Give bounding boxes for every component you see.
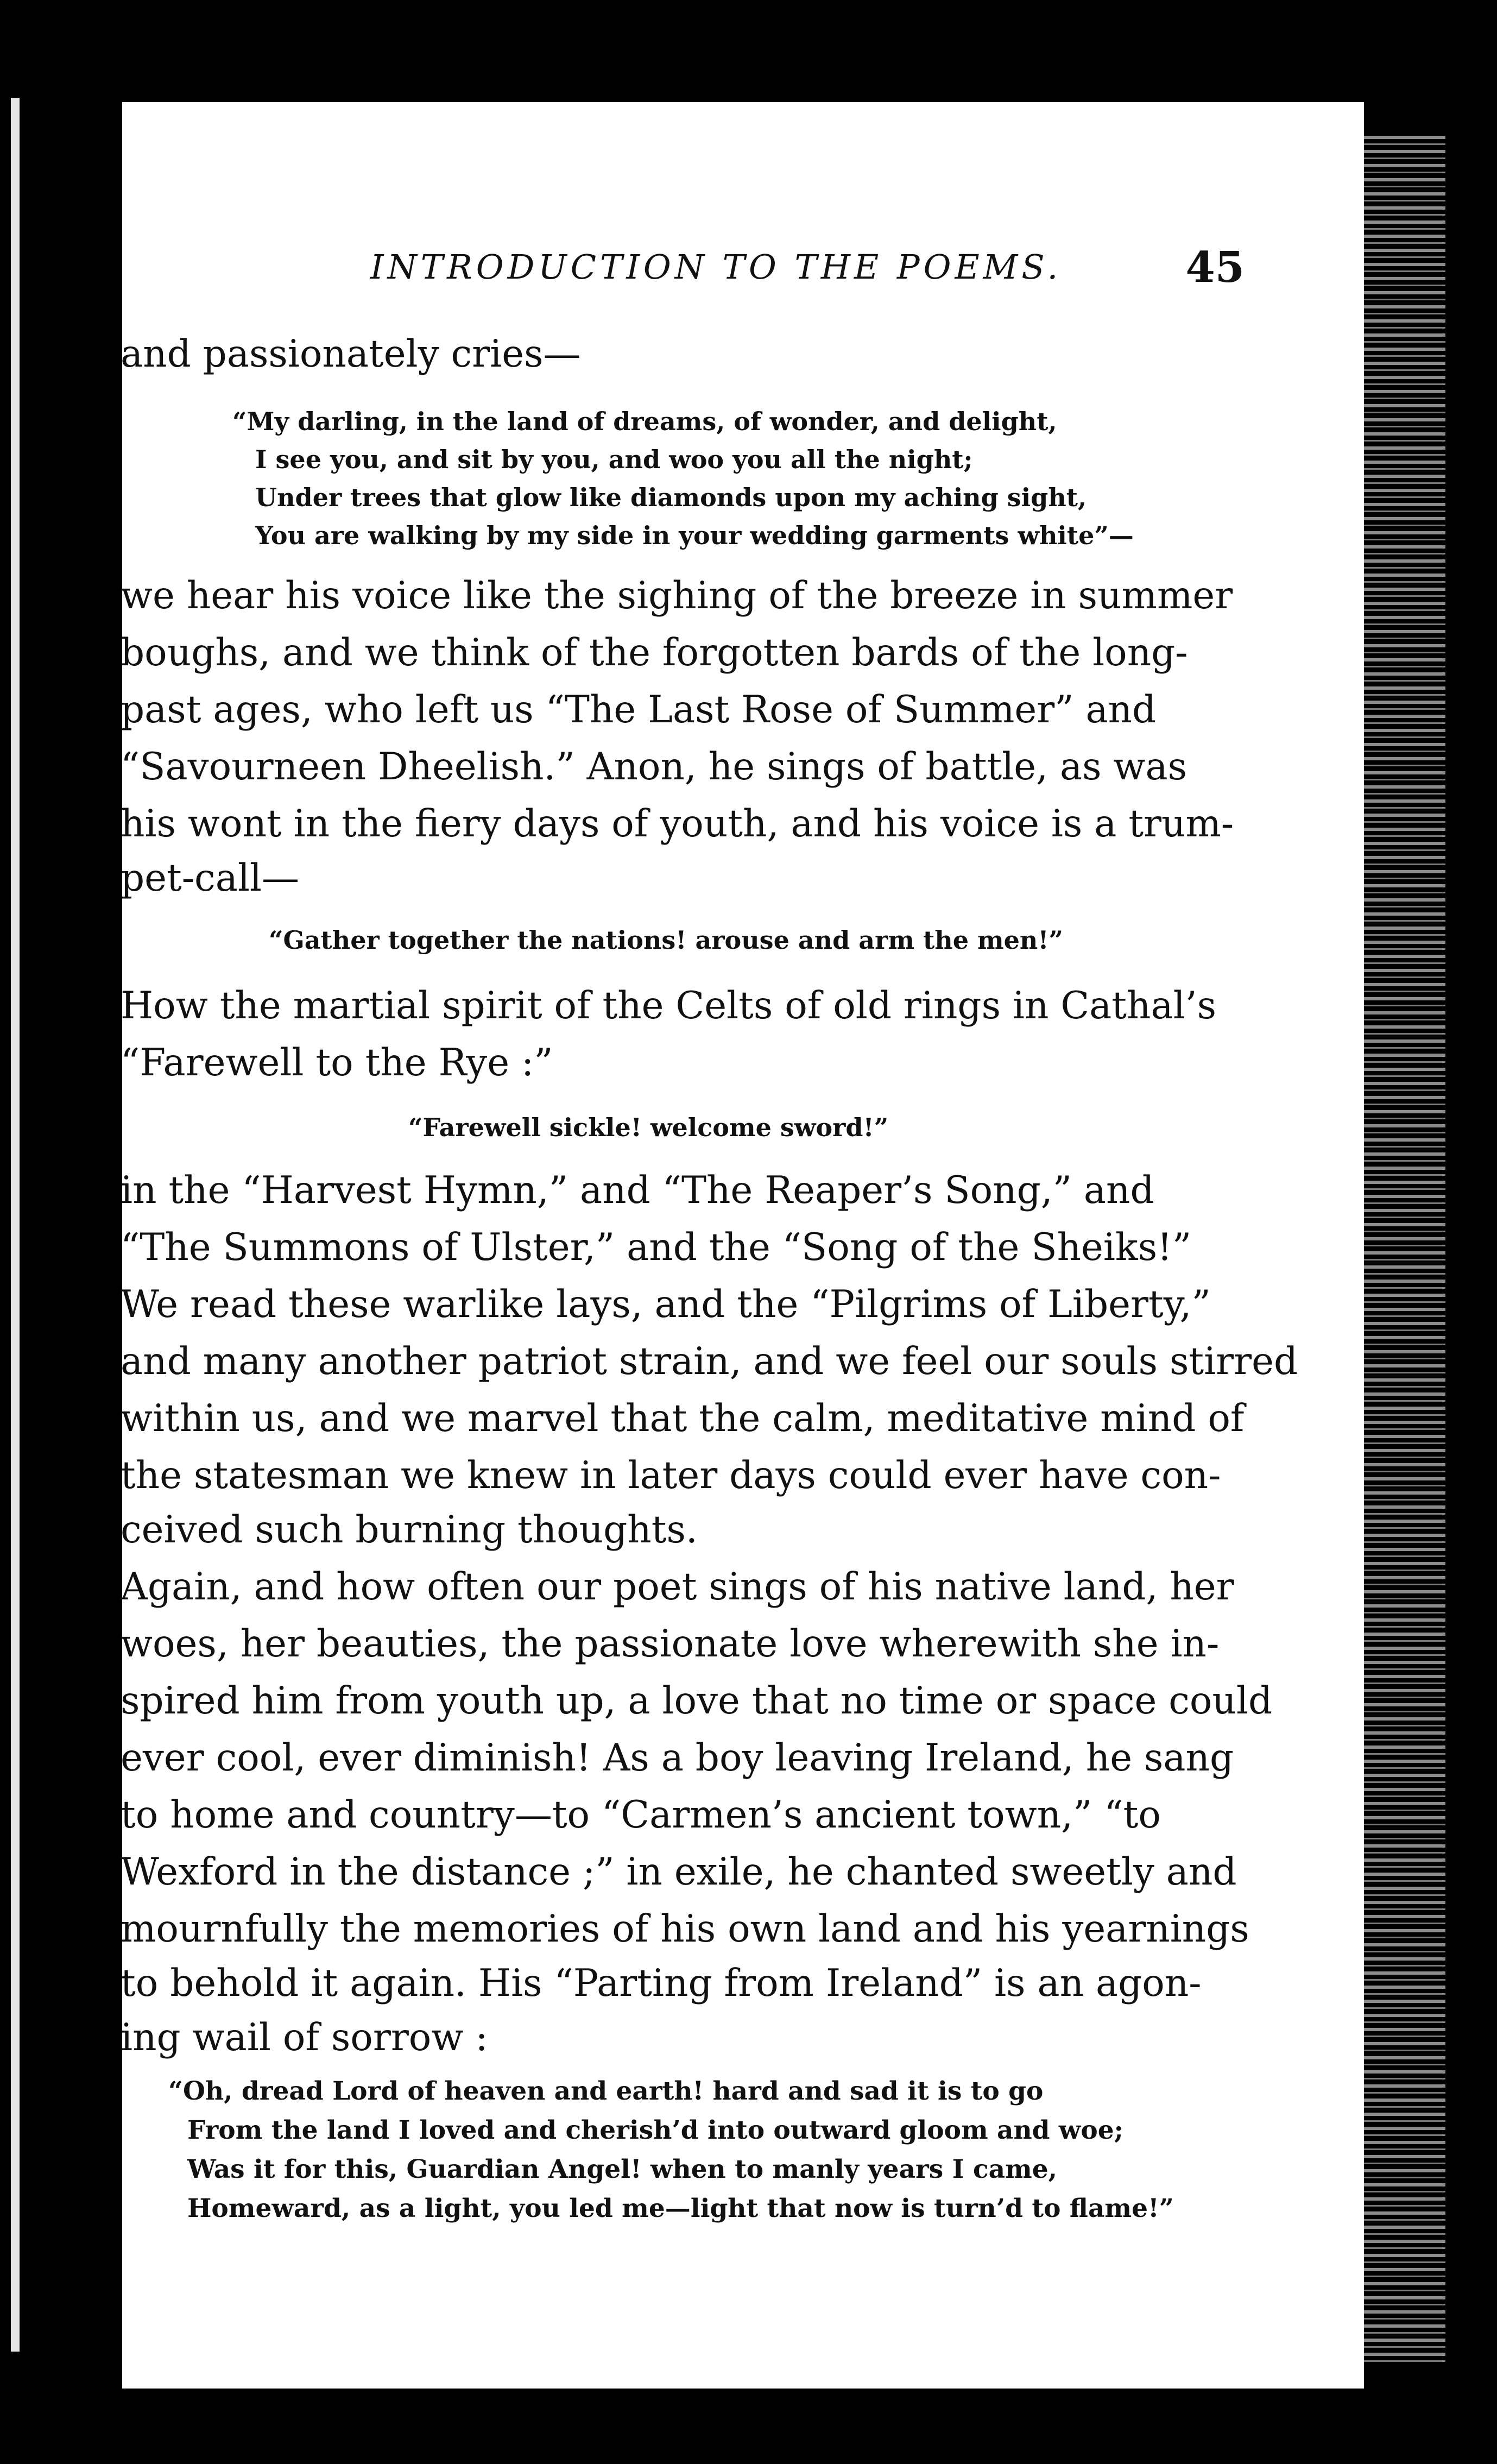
prose-line: his wont in the fiery days of youth, and his voice is a trum-: [121, 802, 1234, 846]
prose-line: Wexford in the distance ;” in exile, he chanted sweetly and: [121, 1850, 1237, 1894]
verse-line: Under trees that glow like diamonds upon my aching sight,: [255, 483, 1087, 512]
prose-line: and many another patriot strain, and we feel our souls stirred: [121, 1340, 1298, 1383]
verse-line: I see you, and sit by you, and woo you all the night;: [255, 445, 973, 474]
verse-line: Was it for this, Guardian Angel! when to manly years I came,: [187, 2154, 1058, 2184]
prose-line: We read these warlike lays, and the “Pilgrims of Liberty,”: [121, 1283, 1211, 1326]
prose-line: pet-call—: [121, 856, 299, 900]
verse-line: “My darling, in the land of dreams, of wonder, and delight,: [232, 407, 1057, 436]
prose-line: the statesman we knew in later days could ever have con-: [121, 1454, 1221, 1497]
prose-line: in the “Harvest Hymn,” and “The Reaper’s Song,” and: [121, 1169, 1154, 1212]
prose-line: we hear his voice like the sighing of the breeze in summer: [121, 574, 1233, 617]
verse-line: From the land I loved and cherish’d into outward gloom and woe;: [187, 2115, 1123, 2145]
prose-line: “The Summons of Ulster,” and the “Song of the Sheiks!”: [121, 1226, 1192, 1269]
prose-line: ever cool, ever diminish! As a boy leaving Ireland, he sang: [121, 1736, 1234, 1780]
prose-line: woes, her beauties, the passionate love wherewith she in-: [121, 1622, 1220, 1666]
prose-line: mournfully the memories of his own land and his yearnings: [121, 1907, 1249, 1951]
verse-line: “Oh, dread Lord of heaven and earth! hard and sad it is to go: [168, 2076, 1044, 2106]
verse-line: You are walking by my side in your wedding garments white”—: [255, 521, 1134, 550]
verse-line: “Farewell sickle! welcome sword!”: [408, 1113, 889, 1142]
prose-line: to home and country—to “Carmen’s ancient town,” “to: [121, 1793, 1161, 1837]
running-title: INTRODUCTION TO THE POEMS.: [370, 247, 1062, 287]
prose-line: past ages, who left us “The Last Rose of Summer” and: [121, 688, 1157, 732]
prose-line: “Savourneen Dheelish.” Anon, he sings of battle, as was: [121, 745, 1188, 789]
scan-border-left: [11, 98, 20, 2352]
page-number: 45: [1185, 243, 1245, 292]
prose-line: Again, and how often our poet sings of his native land, her: [121, 1565, 1234, 1609]
verse-line: “Gather together the nations! arouse and arm the men!”: [269, 925, 1064, 955]
prose-line: ing wail of sorrow :: [121, 2016, 488, 2059]
prose-line: “Farewell to the Rye :”: [121, 1041, 553, 1085]
page-edge: [1364, 136, 1445, 2362]
page-header: [240, 243, 1245, 307]
prose-line: to behold it again. His “Parting from Ireland” is an agon-: [121, 1962, 1202, 2005]
verse-line: Homeward, as a light, you led me—light that now is turn’d to flame!”: [187, 2194, 1174, 2223]
prose-line: How the martial spirit of the Celts of old rings in Cathal’s: [121, 984, 1217, 1028]
prose-line: and passionately cries—: [121, 332, 581, 376]
prose-line: within us, and we marvel that the calm, meditative mind of: [121, 1397, 1245, 1440]
prose-line: boughs, and we think of the forgotten bards of the long-: [121, 631, 1188, 675]
prose-line: ceived such burning thoughts.: [121, 1508, 698, 1552]
prose-line: spired him from youth up, a love that no time or space could: [121, 1679, 1273, 1723]
